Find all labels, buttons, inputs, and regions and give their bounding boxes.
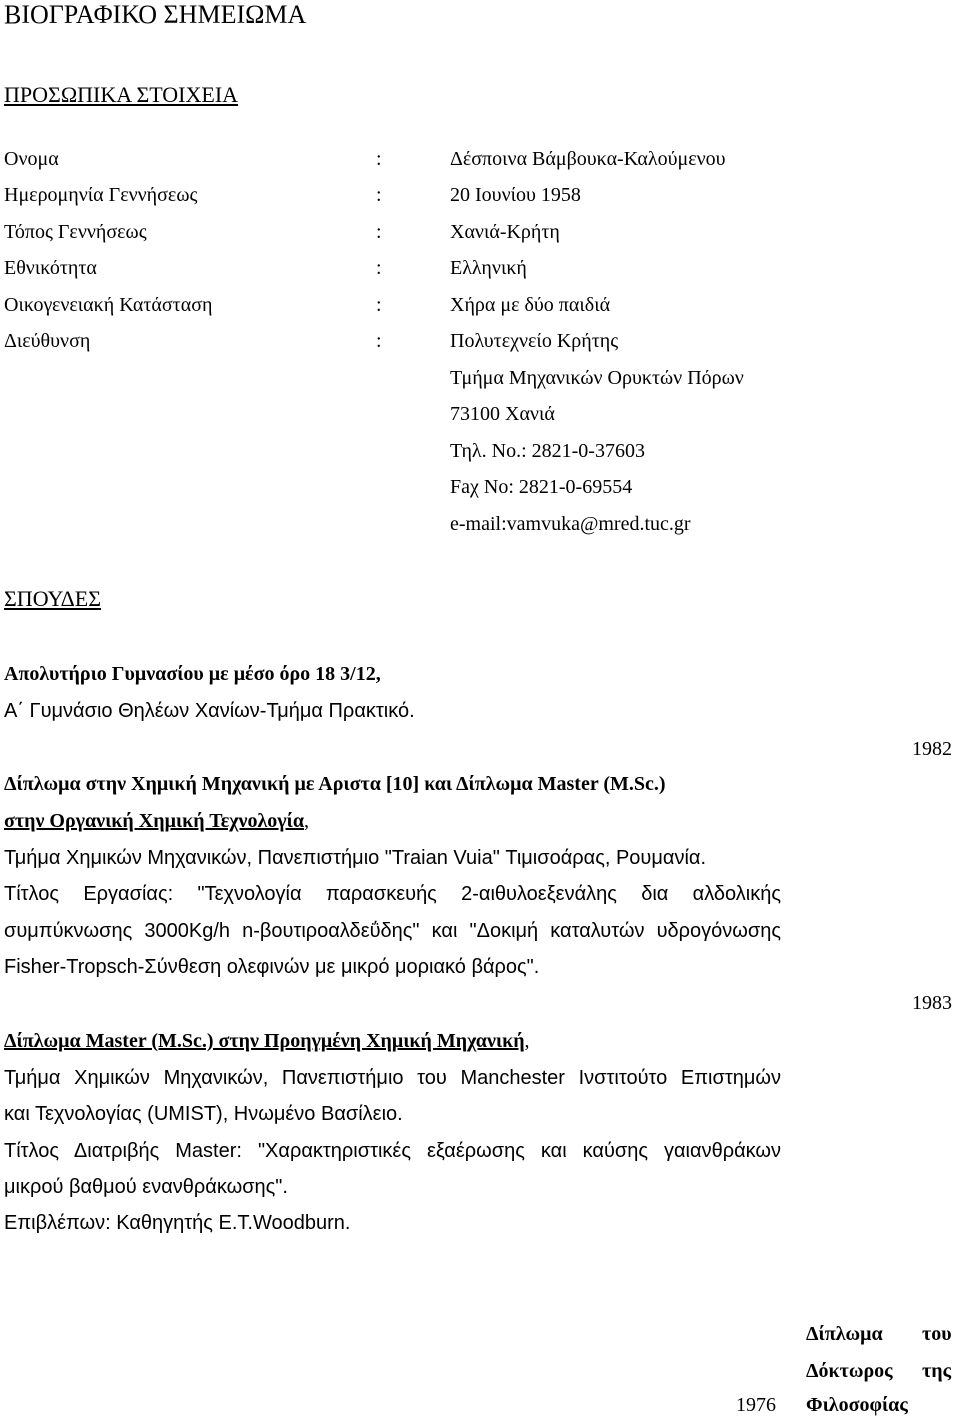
phd-word [806, 1394, 908, 1417]
detail-label: Τόπος Γεννήσεως [4, 221, 147, 243]
email-address: e-mail:vamvuka@mred.tuc.gr [450, 513, 691, 535]
detail-value: Χανιά-Κρήτη [450, 221, 560, 243]
detail-row-birthdate [0, 184, 960, 208]
phd-word-text: Φιλοσοφίας [806, 1394, 908, 1416]
phd-word [922, 1323, 952, 1346]
diploma1-field [4, 810, 309, 833]
phone-number: Τηλ. Νο.: 2821-0-37603 [450, 440, 645, 462]
detail-row-address [0, 330, 960, 354]
diploma2-comma: , [524, 1030, 530, 1052]
detail-label: Ονομα [4, 148, 59, 170]
detail-colon: : [376, 148, 382, 170]
detail-row-name [0, 148, 960, 172]
phd-word [806, 1360, 893, 1383]
diploma1-institution: Τμήμα Χημικών Μηχανικών, Πανεπιστήμιο "Traian Vuia" Τιμισοάρας, Ρουμανία. [4, 847, 707, 869]
detail-value: Χήρα με δύο παιδιά [450, 294, 611, 316]
phd-word-text: του [922, 1323, 952, 1345]
detail-row-family-status [0, 294, 960, 318]
address-line: Τμήμα Μηχανικών Ορυκτών Πόρων [450, 367, 744, 389]
diploma2-thesis-line: μικρού βαθμού ενανθράκωσης". [4, 1176, 288, 1198]
diploma2-thesis-line: Τίτλος Διατριβής Master: "Χαρακτηριστικές εξαέρωσης και καύσης γαιανθράκων [4, 1140, 781, 1162]
detail-colon: : [376, 257, 382, 279]
diploma1-title: Δίπλωμα στην Χημική Μηχανική με Αριστα [10] και Δίπλωμα Master (M.Sc.) [4, 773, 666, 795]
studies-heading: ΣΠΟΥΔΕΣ [4, 586, 102, 611]
diploma1-thesis-line: συμπύκνωσης 3000Kg/h n-βουτιροαλδεΰδης" και "Δοκιμή καταλυτών υδρογόνωσης [4, 920, 781, 942]
year-1976: 1976 [736, 1394, 776, 1416]
personal-heading: ΠΡΟΣΩΠΙΚΑ ΣΤΟΙΧΕΙΑ [4, 82, 239, 107]
detail-colon: : [376, 330, 382, 352]
detail-value: Δέσποινα Βάμβουκα-Καλούμενου [450, 148, 726, 170]
diploma2-institution-line: και Τεχνολογίας (UMIST), Ηνωμένο Βασίλειο. [4, 1103, 403, 1125]
detail-value: Πολυτεχνείο Κρήτης [450, 330, 619, 352]
year-1983: 1983 [912, 992, 952, 1014]
detail-value: 20 Ιουνίου 1958 [450, 184, 581, 206]
diploma1-field-comma: , [304, 810, 309, 832]
diploma2-supervisor: Επιβλέπων: Καθηγητής Ε.Τ.Woodburn. [4, 1212, 351, 1234]
diploma2-heading [4, 1030, 530, 1053]
diploma1-field-title: στην Οργανική Χημική Τεχνολογία [4, 810, 304, 832]
diploma1-thesis-line: Τίτλος Εργασίας: "Τεχνολογία παρασκευής 2-αιθυλοεξενάλης δια αλδολικής [4, 883, 781, 905]
phd-word [922, 1360, 951, 1383]
diploma2-title: Δίπλωμα Master (M.Sc.) στην Προηγμένη Χημική Μηχανική [4, 1030, 525, 1052]
detail-label: Εθνικότητα [4, 257, 97, 279]
school-certificate-title: Απολυτήριο Γυμνασίου με μέσο όρο 18 3/12, [4, 663, 381, 685]
diploma1-thesis-line: Fisher-Tropsch-Σύνθεση ολεφινών με μικρό μοριακό βάρος". [4, 956, 540, 978]
document-title: ΒΙΟΓΡΑΦΙΚΟ ΣΗΜΕΙΩΜΑ [4, 0, 307, 29]
detail-label: Διεύθυνση [4, 330, 91, 352]
diploma2-institution-line: Τμήμα Χημικών Μηχανικών, Πανεπιστήμιο του Manchester Ινστιτούτο Επιστημών [4, 1067, 781, 1089]
detail-row-nationality [0, 257, 960, 281]
year-1982: 1982 [912, 738, 952, 760]
detail-colon: : [376, 184, 382, 206]
phd-word-text: της [922, 1360, 952, 1382]
diploma1-heading [4, 773, 666, 796]
school-certificate [4, 663, 381, 686]
address-line: 73100 Χανιά [450, 403, 555, 425]
detail-label: Ημερομηνία Γεννήσεως [4, 184, 198, 206]
detail-value: Ελληνική [450, 257, 527, 279]
phd-word-text: Δίπλωμα [806, 1323, 883, 1345]
fax-number: Faχ No: 2821-0-69554 [450, 476, 633, 498]
phd-word [806, 1323, 883, 1346]
detail-label: Οικογενειακή Κατάσταση [4, 294, 213, 316]
school-name: Α΄ Γυμνάσιο Θηλέων Χανίων-Τμήμα Πρακτικό. [4, 700, 415, 722]
detail-row-birthplace [0, 221, 960, 245]
detail-colon: : [376, 294, 382, 316]
detail-colon: : [376, 221, 382, 243]
phd-word-text: Δόκτωρος [806, 1360, 893, 1382]
